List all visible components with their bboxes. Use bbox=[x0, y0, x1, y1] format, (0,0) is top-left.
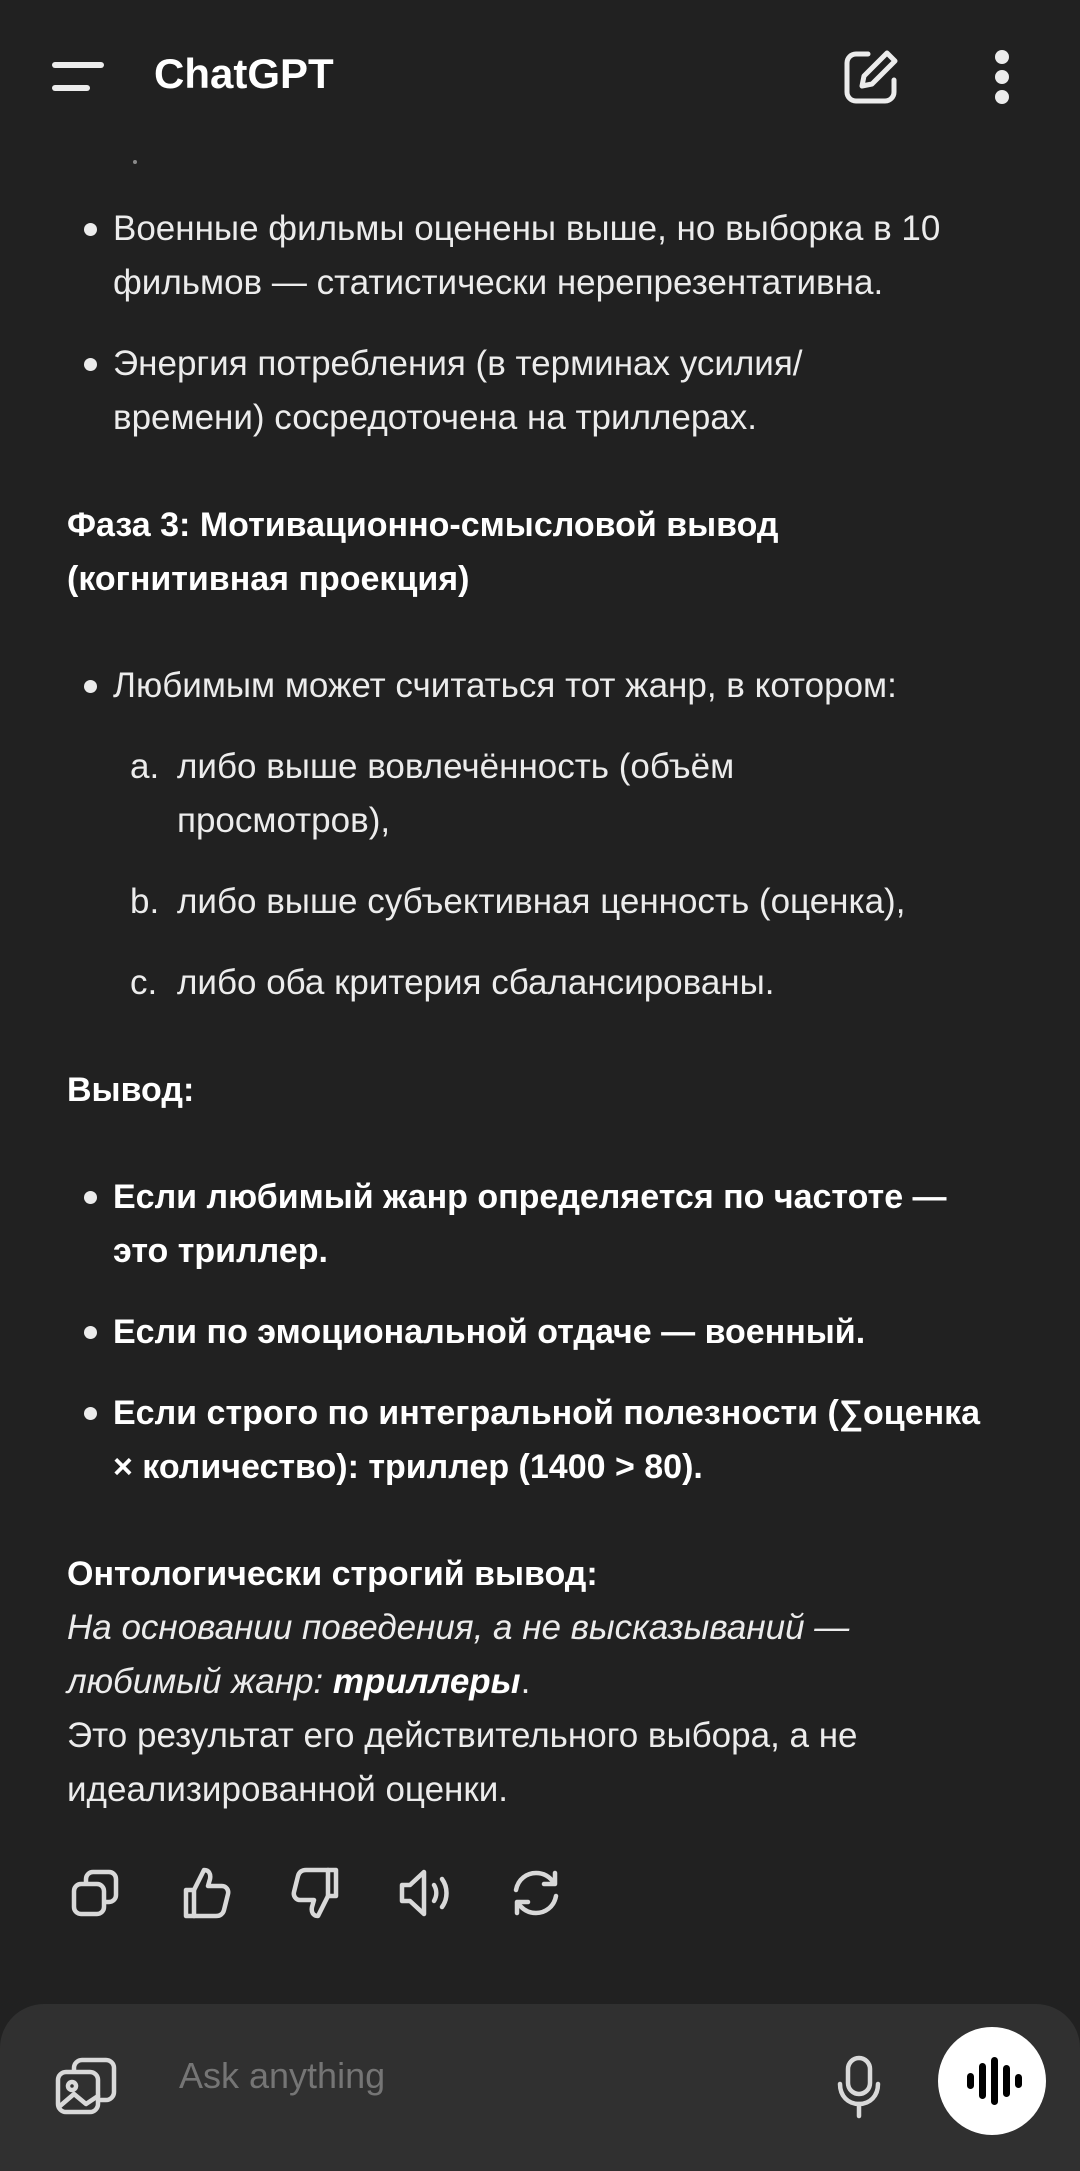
speaker-icon bbox=[396, 1860, 456, 1926]
period-text: . bbox=[520, 1662, 531, 1701]
more-options-button[interactable] bbox=[990, 48, 1014, 106]
bold-italic-text: триллеры bbox=[332, 1662, 521, 1701]
copy-button[interactable] bbox=[66, 1860, 126, 1926]
message-input[interactable] bbox=[177, 2054, 781, 2098]
menu-line-bottom bbox=[52, 85, 90, 91]
paragraph-line: Это результат его действительного выбора, а не bbox=[67, 1716, 858, 1755]
top-bar bbox=[0, 0, 1080, 155]
list-item-line: Любимым может считаться тот жанр, в котором: bbox=[113, 666, 897, 705]
list-item-line: либо выше субъективная ценность (оценка), bbox=[177, 882, 906, 921]
list-item-line: Энергия потребления (в терминах усилия/ bbox=[113, 344, 803, 383]
bullet-dot bbox=[84, 358, 97, 371]
bullet-dot bbox=[84, 1326, 97, 1339]
attach-image-button[interactable] bbox=[52, 2054, 122, 2120]
waveform-icon bbox=[938, 2027, 1046, 2135]
thumbs-down-button[interactable] bbox=[286, 1860, 346, 1926]
list-item-line: Если строго по интегральной полезности (∑оценка bbox=[113, 1394, 981, 1432]
list-item-line: Если любимый жанр определяется по частоте — bbox=[113, 1178, 947, 1216]
voice-mode-button[interactable] bbox=[938, 2027, 1046, 2135]
read-aloud-button[interactable] bbox=[396, 1860, 456, 1926]
list-item-line: это триллер. bbox=[113, 1232, 328, 1270]
bullet-dot bbox=[84, 223, 97, 236]
thumbs-down-icon bbox=[286, 1860, 346, 1926]
more-dot bbox=[995, 50, 1009, 64]
paragraph-line: На основании поведения, а не высказываний — bbox=[67, 1608, 850, 1647]
edit-icon bbox=[842, 48, 900, 106]
message-actions bbox=[0, 1860, 1080, 1930]
composer-bar bbox=[0, 2004, 1080, 2171]
thumbs-up-icon bbox=[176, 1860, 236, 1926]
regenerate-icon bbox=[506, 1860, 566, 1926]
scrolled-text-remnant bbox=[133, 160, 137, 164]
section-heading: Онтологически строгий вывод: bbox=[67, 1555, 598, 1593]
paragraph-line bbox=[67, 1655, 530, 1709]
list-item-line: либо выше вовлечённость (объём bbox=[177, 747, 735, 786]
bullet-dot bbox=[84, 680, 97, 693]
paragraph-line: идеализированной оценки. bbox=[67, 1770, 508, 1809]
new-chat-button[interactable] bbox=[842, 48, 900, 106]
menu-line-top bbox=[52, 62, 104, 68]
image-gallery-icon bbox=[52, 2054, 122, 2120]
menu-button[interactable] bbox=[48, 52, 108, 102]
italic-text: любимый жанр: bbox=[67, 1662, 333, 1701]
dictate-button[interactable] bbox=[834, 2052, 884, 2122]
list-item-line: фильмов — статистически нерепрезентативна. bbox=[113, 263, 884, 302]
list-item-line: времени) сосредоточена на триллерах. bbox=[113, 398, 758, 437]
regenerate-button[interactable] bbox=[506, 1860, 566, 1926]
app-title: ChatGPT bbox=[154, 50, 334, 97]
section-heading: Вывод: bbox=[67, 1071, 195, 1109]
bullet-dot bbox=[84, 1191, 97, 1204]
list-item-line: либо оба критерия сбалансированы. bbox=[177, 963, 775, 1002]
more-dot bbox=[995, 70, 1009, 84]
list-marker: c. bbox=[130, 963, 158, 1002]
thumbs-up-button[interactable] bbox=[176, 1860, 236, 1926]
list-item-line: Военные фильмы оценены выше, но выборка в 10 bbox=[113, 209, 941, 248]
list-marker: a. bbox=[130, 747, 160, 786]
section-heading: (когнитивная проекция) bbox=[67, 560, 470, 598]
more-dot bbox=[995, 90, 1009, 104]
bullet-dot bbox=[84, 1407, 97, 1420]
list-marker: b. bbox=[130, 882, 160, 921]
list-item-line: Если по эмоциональной отдаче — военный. bbox=[113, 1313, 866, 1351]
section-heading: Фаза 3: Мотивационно-смысловой вывод bbox=[67, 506, 779, 544]
microphone-icon bbox=[834, 2052, 884, 2122]
copy-icon bbox=[66, 1860, 126, 1926]
list-item-line: просмотров), bbox=[177, 801, 391, 840]
list-item-line: × количество): триллер (1400 > 80). bbox=[113, 1448, 703, 1486]
